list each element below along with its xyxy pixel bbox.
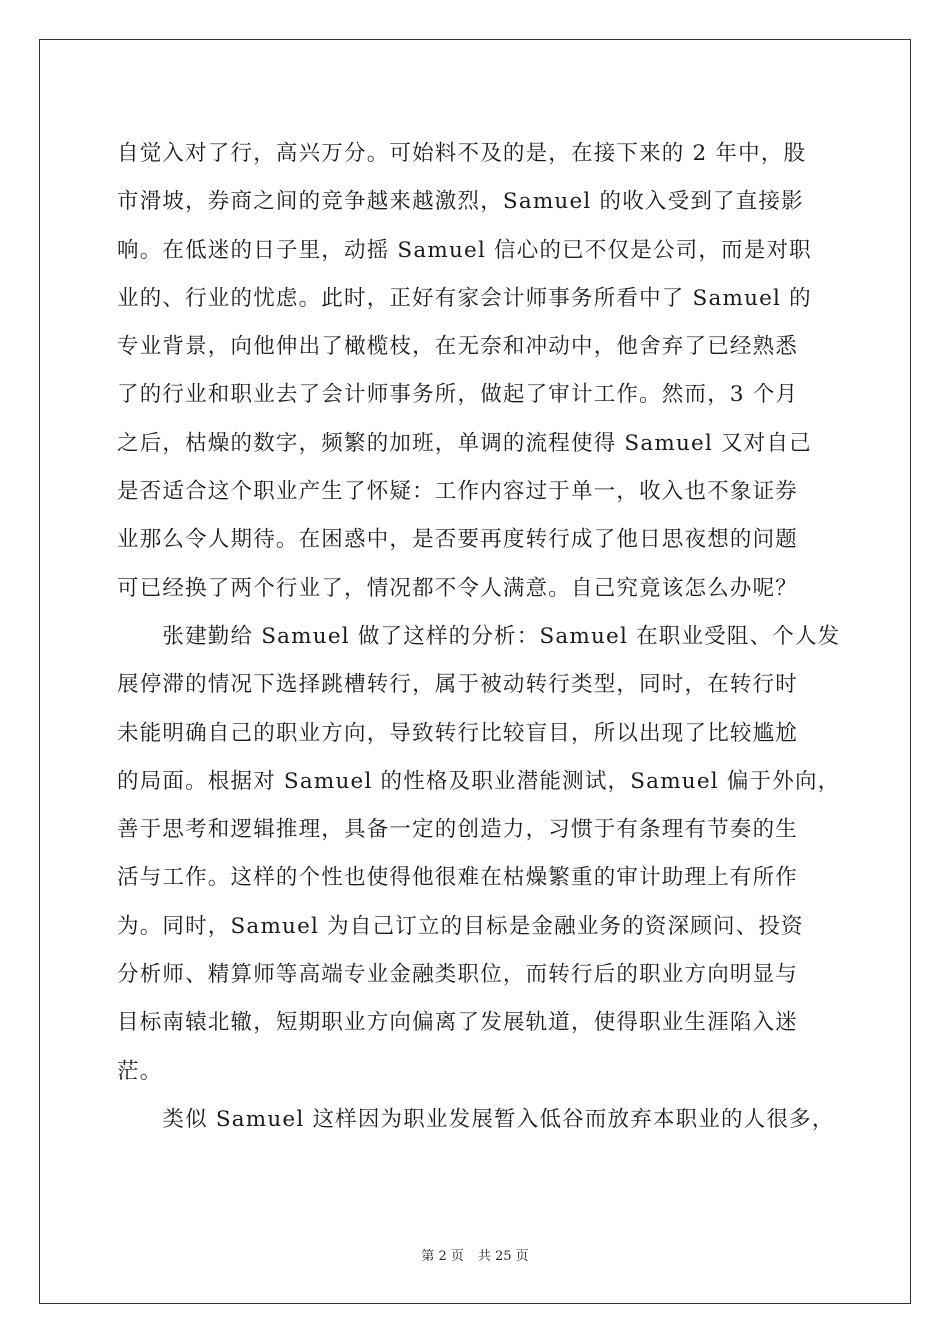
- text-line: 专业背景，向他伸出了橄榄枝，在无奈和冲动中，他舍弃了已经熟悉: [117, 334, 799, 360]
- page-number: 第 2 页: [421, 1249, 464, 1264]
- text-line: 张建勤给 Samuel 做了这样的分析：Samuel 在职业受阻、个人发: [117, 623, 841, 649]
- text-line: 活与工作。这样的个性也使得他很难在枯燥繁重的审计助理上有所作: [117, 865, 799, 891]
- text-line: 为。同时，Samuel 为自己订立的目标是金融业务的资深顾问、投资: [117, 913, 804, 939]
- text-line: 类似 Samuel 这样因为职业发展暂入低谷而放弃本职业的人很多，: [117, 1106, 835, 1132]
- text-line: 茫。: [117, 1058, 163, 1084]
- text-line: 可已经换了两个行业了，情况都不令人满意。自己究竟该怎么办呢？: [117, 575, 799, 601]
- text-line: 善于思考和逻辑推理，具备一定的创造力，习惯于有条理有节奏的生: [117, 817, 799, 843]
- text-line: 自觉入对了行，高兴万分。可始料不及的是，在接下来的 2 年中，股: [117, 141, 807, 166]
- text-line: 是否适合这个职业产生了怀疑：工作内容过于单一，收入也不象证券: [117, 479, 799, 505]
- text-line: 的局面。根据对 Samuel 的性格及职业潜能测试，Samuel 偏于外向，: [117, 768, 841, 794]
- text-line: 未能明确自己的职业方向，导致转行比较盲目，所以出现了比较尴尬: [117, 720, 799, 746]
- text-line: 目标南辕北辙，短期职业方向偏离了发展轨道，使得职业生涯陷入迷: [117, 1010, 799, 1036]
- text-line: 了的行业和职业去了会计师事务所，做起了审计工作。然而，3 个月: [117, 382, 799, 408]
- page-total: 共 25 页: [477, 1249, 529, 1264]
- text-line: 分析师、精算师等高端专业金融类职位，而转行后的职业方向明显与: [117, 962, 799, 988]
- text-line: 展停滞的情况下选择跳槽转行，属于被动转行类型，同时，在转行时: [117, 672, 799, 698]
- text-line: 响。在低迷的日子里，动摇 Samuel 信心的已不仅是公司，而是对职: [117, 237, 812, 263]
- text-line: 市滑坡，券商之间的竞争越来越激烈，Samuel 的收入受到了直接影: [117, 189, 804, 215]
- text-line: 之后，枯燥的数字，频繁的加班，单调的流程使得 Samuel 又对自己: [117, 430, 812, 456]
- document-body: [117, 130, 841, 1144]
- page-footer: [0, 1248, 950, 1266]
- text-line: 业那么令人期待。在困惑中，是否要再度转行成了他日思夜想的问题: [117, 527, 799, 553]
- text-line: 业的、行业的忧虑。此时，正好有家会计师事务所看中了 Samuel 的: [117, 285, 812, 311]
